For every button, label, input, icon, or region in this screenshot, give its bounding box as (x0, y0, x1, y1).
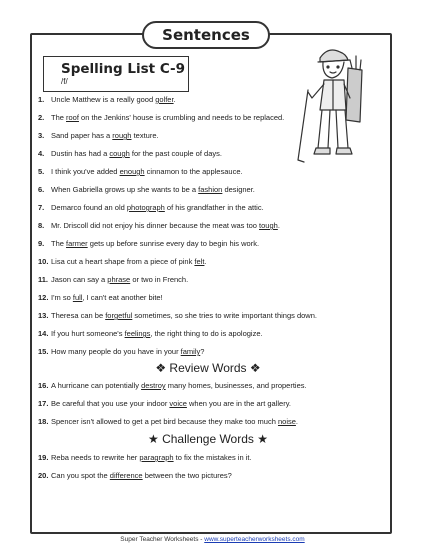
spelling-word: tough (259, 221, 278, 230)
spelling-word: forgetful (105, 311, 133, 320)
spelling-word: cough (109, 149, 130, 158)
sentence-16: 16. A hurricane can potentially destroy many homes, businesses, and properties. (38, 381, 307, 390)
spelling-word: felt (194, 257, 205, 266)
footer-text: Super Teacher Worksheets - (120, 536, 205, 543)
page-title: Sentences (142, 21, 270, 49)
sentence-12: 12. I'm so full, I can't eat another bite! (38, 293, 163, 302)
sentence-2: 2. The roof on the Jenkins' house is crumbling and needs to be replaced. (38, 113, 285, 122)
spelling-word: voice (169, 399, 187, 408)
spelling-word: phrase (107, 275, 131, 284)
challenge-words-heading: ★ Challenge Words ★ (147, 432, 268, 446)
sentence-9: 9. The farmer gets up before sunrise every day to begin his work. (38, 239, 260, 248)
spelling-word: full (72, 293, 83, 302)
sentence-18: 18. Spencer isn't allowed to get a pet bird because they make too much noise. (38, 417, 299, 426)
spelling-list-box (43, 56, 189, 92)
spelling-word: farmer (66, 239, 88, 248)
spelling-word: paragraph (139, 453, 174, 462)
sentence-14: 14. If you hurt someone's feelings, the right thing to do is apologize. (38, 329, 263, 338)
sentence-17: 17. Be careful that you use your indoor voice when you are in the art gallery. (38, 399, 292, 408)
spelling-list-title: Spelling List C-9 (61, 61, 186, 77)
spelling-word: family (180, 347, 201, 356)
review-words-heading: ❖ Review Words ❖ (155, 361, 261, 375)
sentence-20: 20. Can you spot the difference between the two pictures? (38, 471, 232, 480)
footer (0, 536, 425, 543)
spelling-word: feelings (124, 329, 151, 338)
sentence-11: 11. Jason can say a phrase or two in French. (38, 275, 189, 284)
spelling-word: golfer (155, 95, 174, 104)
golfer-illustration (290, 40, 378, 175)
sentence-7: 7. Demarco found an old photograph of his grandfather in the attic. (38, 203, 264, 212)
sentence-5: 5. I think you've added enough cinnamon to the applesauce. (38, 167, 243, 176)
spelling-word: noise (277, 417, 296, 426)
spelling-word: roof (66, 113, 79, 122)
spelling-word: difference (109, 471, 143, 480)
sentence-8: 8. Mr. Driscoll did not enjoy his dinner because the meat was too tough. (38, 221, 280, 230)
sentence-15: 15. How many people do you have in your family? (38, 347, 205, 356)
sentence-6: 6. When Gabriella grows up she wants to be a fashion designer. (38, 185, 255, 194)
spelling-word: enough (119, 167, 145, 176)
sentence-4: 4. Dustin has had a cough for the past couple of days. (38, 149, 222, 158)
spelling-list-sound: /f/ (61, 77, 68, 86)
spelling-word: rough (112, 131, 132, 140)
sentence-10: 10. Lisa cut a heart shape from a piece of pink felt. (38, 257, 207, 266)
sentence-19: 19. Reba needs to rewrite her paragraph to fix the mistakes in it. (38, 453, 252, 462)
spelling-word: photograph (126, 203, 165, 212)
sentence-1: 1. Uncle Matthew is a really good golfer. (38, 95, 176, 104)
spelling-word: fashion (198, 185, 223, 194)
spelling-word: destroy (141, 381, 166, 390)
sentence-13: 13. Theresa can be forgetful sometimes, so she tries to write important things down. (38, 311, 317, 320)
sentence-3: 3. Sand paper has a rough texture. (38, 131, 159, 140)
footer-link[interactable]: www.superteacherworksheets.com (204, 536, 305, 543)
